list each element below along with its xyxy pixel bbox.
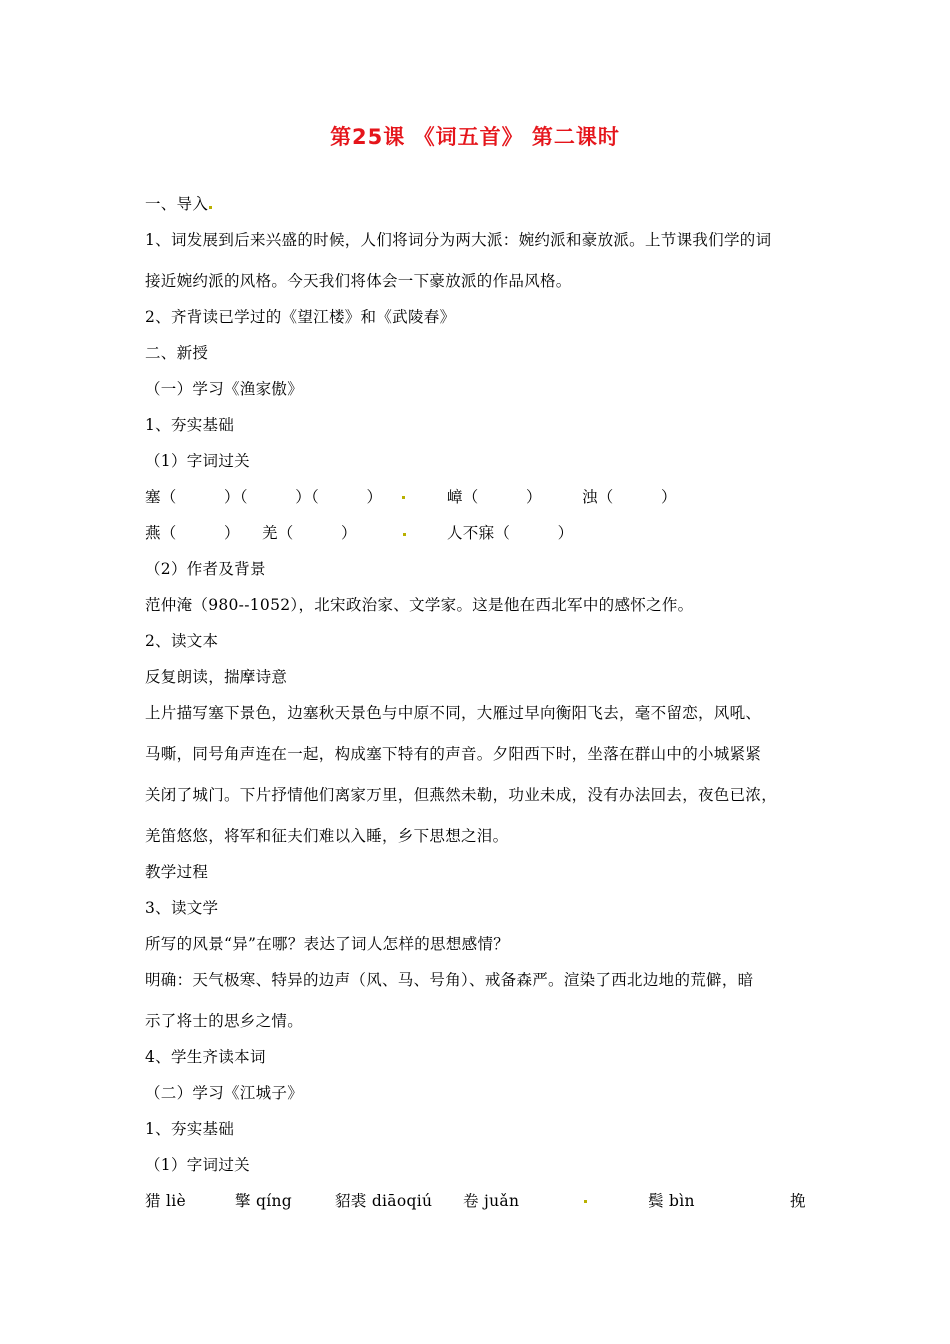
item-heading: 2、读文本 bbox=[145, 632, 219, 650]
item-heading: 4、学生齐读本词 bbox=[145, 1048, 266, 1066]
page-title: 第25课 《词五首》 第二课时 bbox=[330, 125, 620, 149]
vocab-item: 猎 liè bbox=[145, 1192, 187, 1210]
vocab-item: 鬓 bìn bbox=[648, 1192, 695, 1210]
paragraph: 2、齐背读已学过的《望江楼》和《武陵春》 bbox=[145, 308, 456, 326]
vocab-item: 人不寐（ ） bbox=[447, 524, 574, 542]
item-heading: 1、夯实基础 bbox=[145, 1120, 235, 1138]
paragraph: 明确：天气极寒、特异的边声（风、马、号角）、戒备森严。渲染了西北边地的荒僻，暗 bbox=[145, 971, 754, 989]
vocab-item: 浊（ ） bbox=[582, 488, 677, 506]
marker-dot bbox=[403, 533, 406, 536]
paragraph: 所写的风景“异”在哪？表达了词人怎样的思想感情？ bbox=[145, 935, 510, 953]
paragraph: 范仲淹（980--1052），北宋政治家、文学家。这是他在西北军中的感怀之作。 bbox=[145, 596, 694, 614]
vocab-row-1 bbox=[145, 485, 845, 507]
vocab-row-3 bbox=[145, 1189, 825, 1211]
marker-dot bbox=[209, 206, 212, 209]
subsection-heading: （二）学习《江城子》 bbox=[145, 1084, 304, 1102]
section-heading: 二、新授 bbox=[145, 344, 209, 362]
paragraph: 羌笛悠悠，将军和征夫们难以入睡，乡下思想之泪。 bbox=[145, 827, 509, 845]
marker-dot bbox=[584, 1200, 587, 1203]
vocab-item: 嶂（ ） bbox=[447, 488, 542, 506]
vocab-item: 卷 juǎn bbox=[463, 1192, 520, 1210]
item-heading: （1）字词过关 bbox=[145, 1156, 250, 1174]
paragraph: 示了将士的思乡之情。 bbox=[145, 1012, 304, 1030]
paragraph: 接近婉约派的风格。今天我们将体会一下豪放派的作品风格。 bbox=[145, 272, 572, 290]
vocab-item: 貂裘 diāoqiú bbox=[335, 1192, 433, 1210]
marker-dot bbox=[402, 496, 405, 499]
paragraph: 上片描写塞下景色，边塞秋天景色与中原不同，大雁过早向衡阳飞去，毫不留恋，风吼、 bbox=[145, 704, 762, 722]
item-heading: （2）作者及背景 bbox=[145, 560, 266, 578]
vocab-item: 燕（ ） bbox=[145, 524, 240, 542]
vocab-item: 塞（ ）（ ）（ ） bbox=[145, 488, 383, 506]
item-heading: 3、读文学 bbox=[145, 899, 219, 917]
vocab-item: 羌（ ） bbox=[262, 524, 357, 542]
section-intro: 一、导入 bbox=[145, 195, 209, 213]
paragraph: 关闭了城门。下片抒情他们离家万里，但燕然未勒，功业未成，没有办法回去，夜色已浓， bbox=[145, 786, 778, 804]
item-heading: 1、夯实基础 bbox=[145, 416, 235, 434]
vocab-item: 擎 qíng bbox=[235, 1192, 293, 1210]
vocab-row-2 bbox=[145, 521, 845, 543]
subsection-heading: （一）学习《渔家傲》 bbox=[145, 380, 304, 398]
paragraph: 1、词发展到后来兴盛的时候，人们将词分为两大派：婉约派和豪放派。上节课我们学的词 bbox=[145, 231, 772, 249]
section-heading: 教学过程 bbox=[145, 863, 209, 881]
paragraph: 马嘶，同号角声连在一起，构成塞下特有的声音。夕阳西下时，坐落在群山中的小城紧紧 bbox=[145, 745, 762, 763]
item-heading: （1）字词过关 bbox=[145, 452, 250, 470]
paragraph: 反复朗读，揣摩诗意 bbox=[145, 668, 288, 686]
vocab-item: 挽 bbox=[790, 1192, 806, 1210]
